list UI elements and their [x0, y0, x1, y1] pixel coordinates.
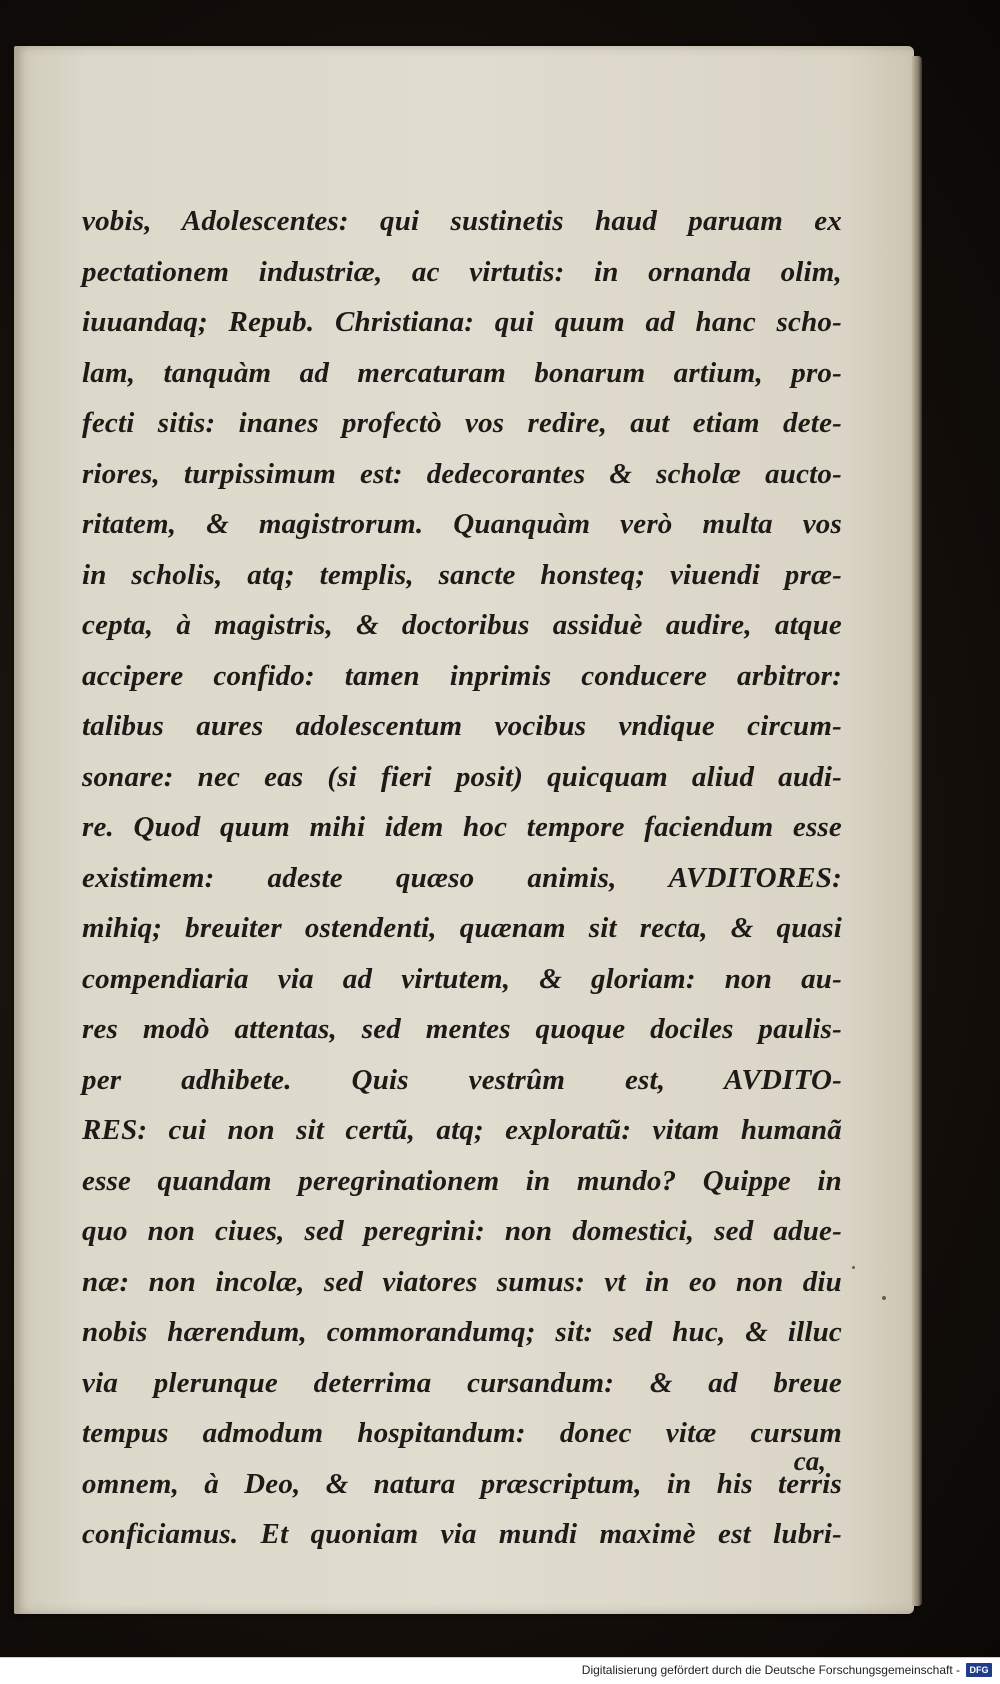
text-line: existimem: adeste quæso animis, AVDITORES: [82, 861, 842, 894]
catchword: ca, [793, 1446, 826, 1476]
main-text [82, 196, 842, 1560]
text-line: vobis, Adolescentes: qui sustinetis haud paruam ex [82, 205, 842, 237]
text-line: accipere confido: tamen inprimis conducere arbitror: [82, 659, 842, 692]
text-line: lam, tanquàm ad mercaturam bonarum artium, pro- [82, 356, 842, 389]
text-line: res modò attentas, sed mentes quoque dociles paulis- [82, 1013, 842, 1045]
footer-credit: Digitalisierung gefördert durch die Deutsche Forschungsgemeinschaft - [581, 1663, 960, 1677]
text-line: ritatem, & magistrorum. Quanquàm verò multa vos [82, 508, 842, 540]
text-line: via plerunque deterrima cursandum: & ad breue [82, 1366, 842, 1399]
text-line: iuuandaq; Repub. Christiana: qui quum ad hanc scho- [82, 306, 842, 338]
text-line: re. Quod quum mihi idem hoc tempore faciendum esse [82, 811, 842, 843]
text-line: pectationem industriæ, ac virtutis: in ornanda olim, [82, 255, 842, 288]
page-edge [912, 56, 922, 1606]
text-line: esse quandam peregrinationem in mundo? Quippe in [82, 1164, 842, 1197]
text-line: talibus aures adolescentum vocibus vndique circum- [82, 710, 842, 742]
text-line: in scholis, atq; templis, sancte honsteq; viuendi præ- [82, 558, 842, 591]
paper-speck [852, 1266, 855, 1269]
text-line: cepta, à magistris, & doctoribus assiduè audire, atque [82, 609, 842, 641]
text-line: compendiaria via ad virtutem, & gloriam: non au- [82, 962, 842, 995]
text-line: tempus admodum hospitandum: donec vitæ cursum [82, 1417, 842, 1449]
text-line: fecti sitis: inanes profectò vos redire, aut etiam dete- [82, 407, 842, 439]
text-line: sonare: nec eas (si fieri posit) quicquam aliud audi- [82, 760, 842, 793]
text-line: nobis hærendum, commorandumq; sit: sed huc, & illuc [82, 1316, 842, 1348]
text-line: RES: cui non sit certũ, atq; exploratũ: vitam humanã [82, 1114, 842, 1146]
text-line: per adhibete. Quis vestrûm est, AVDITO- [82, 1063, 842, 1096]
text-line: quo non ciues, sed peregrini: non domestici, sed adue- [82, 1215, 842, 1247]
book-page [14, 46, 914, 1614]
digitization-footer [0, 1657, 1000, 1684]
text-line: riores, turpissimum est: dedecorantes & scholæ aucto- [82, 457, 842, 490]
text-line: mihiq; breuiter ostendenti, quænam sit recta, & quasi [82, 912, 842, 944]
paper-speck [882, 1296, 886, 1300]
text-line: omnem, à Deo, & natura præscriptum, in his terris [82, 1467, 842, 1500]
dfg-logo: DFG [966, 1663, 992, 1677]
text-line: conficiamus. Et quoniam via mundi maximè est lubri- [82, 1518, 842, 1550]
text-line: næ: non incolæ, sed viatores sumus: vt in eo non diu [82, 1265, 842, 1298]
